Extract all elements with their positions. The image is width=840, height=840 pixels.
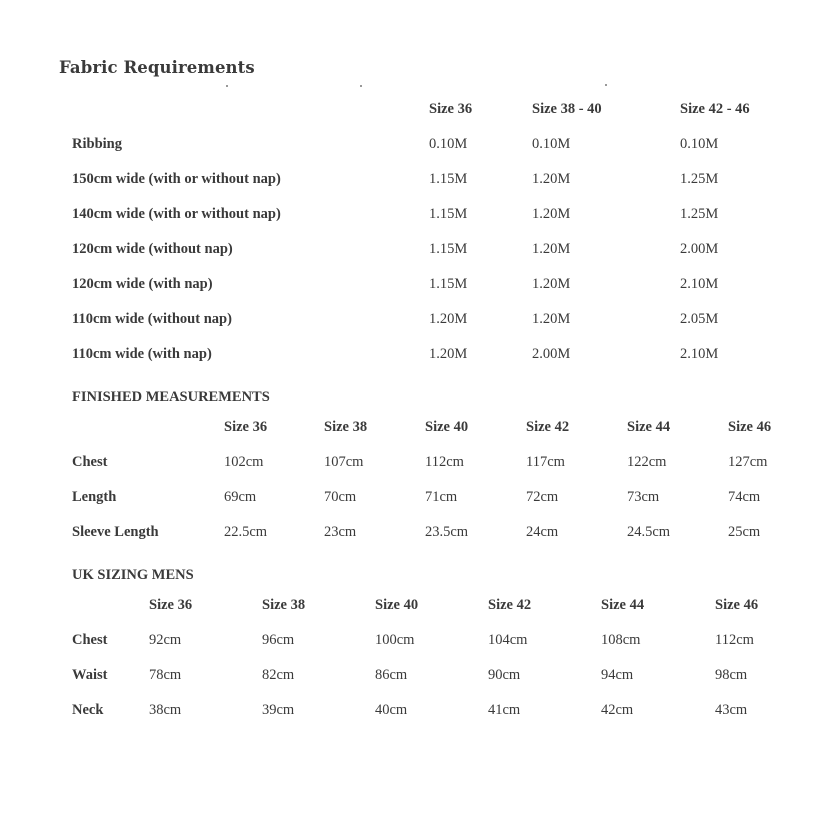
row-label: 120cm wide (without nap) bbox=[72, 241, 233, 257]
table-cell: 23cm bbox=[324, 524, 357, 540]
table-cell: 108cm bbox=[601, 632, 641, 648]
table-cell: 2.10M bbox=[680, 276, 719, 292]
table-cell: 41cm bbox=[488, 702, 521, 718]
finished-column-header: Size 36 bbox=[224, 419, 268, 435]
table-cell: 1.25M bbox=[680, 206, 719, 222]
row-label: Length bbox=[72, 489, 117, 505]
row-label: 150cm wide (with or without nap) bbox=[72, 171, 281, 187]
table-cell: 107cm bbox=[324, 454, 364, 470]
table-cell: 71cm bbox=[425, 489, 458, 505]
fabric-column-header: Size 38 - 40 bbox=[532, 101, 602, 117]
table-cell: 1.20M bbox=[532, 206, 571, 222]
table-cell: 100cm bbox=[375, 632, 415, 648]
finished-column-header: Size 46 bbox=[728, 419, 772, 435]
table-cell: 78cm bbox=[149, 667, 182, 683]
row-label: 120cm wide (with nap) bbox=[72, 276, 213, 292]
finished-measurements-heading: FINISHED MEASUREMENTS bbox=[72, 389, 270, 405]
row-label: Sleeve Length bbox=[72, 524, 159, 540]
table-cell: 1.20M bbox=[532, 241, 571, 257]
table-cell: 70cm bbox=[324, 489, 357, 505]
fabric-column-header: Size 36 bbox=[429, 101, 473, 117]
uk-sizing-heading: UK SIZING MENS bbox=[72, 567, 194, 583]
finished-column-header: Size 44 bbox=[627, 419, 671, 435]
table-cell: 74cm bbox=[728, 489, 761, 505]
stray-mark bbox=[226, 85, 228, 87]
uk-column-header: Size 40 bbox=[375, 597, 419, 613]
table-cell: 112cm bbox=[425, 454, 464, 470]
finished-column-header: Size 40 bbox=[425, 419, 469, 435]
table-cell: 0.10M bbox=[429, 136, 468, 152]
table-cell: 2.10M bbox=[680, 346, 719, 362]
row-label: Waist bbox=[72, 667, 108, 683]
row-label: Neck bbox=[72, 702, 104, 718]
finished-column-header: Size 42 bbox=[526, 419, 570, 435]
row-label: Chest bbox=[72, 454, 108, 470]
row-label: Chest bbox=[72, 632, 108, 648]
row-label: 110cm wide (without nap) bbox=[72, 311, 232, 327]
table-cell: 0.10M bbox=[680, 136, 719, 152]
table-cell: 122cm bbox=[627, 454, 667, 470]
row-label: 140cm wide (with or without nap) bbox=[72, 206, 281, 222]
table-cell: 90cm bbox=[488, 667, 521, 683]
finished-column-header: Size 38 bbox=[324, 419, 368, 435]
table-cell: 1.20M bbox=[532, 276, 571, 292]
uk-column-header: Size 38 bbox=[262, 597, 306, 613]
table-cell: 23.5cm bbox=[425, 524, 469, 540]
table-cell: 39cm bbox=[262, 702, 295, 718]
table-cell: 73cm bbox=[627, 489, 660, 505]
table-cell: 24cm bbox=[526, 524, 559, 540]
table-cell: 117cm bbox=[526, 454, 565, 470]
table-cell: 40cm bbox=[375, 702, 408, 718]
table-cell: 1.25M bbox=[680, 171, 719, 187]
table-cell: 1.15M bbox=[429, 171, 468, 187]
table-cell: 72cm bbox=[526, 489, 559, 505]
table-cell: 1.20M bbox=[532, 311, 571, 327]
table-cell: 86cm bbox=[375, 667, 408, 683]
page-title: Fabric Requirements bbox=[59, 58, 255, 77]
uk-column-header: Size 46 bbox=[715, 597, 759, 613]
table-cell: 1.15M bbox=[429, 206, 468, 222]
stray-mark bbox=[605, 84, 607, 86]
table-cell: 127cm bbox=[728, 454, 768, 470]
table-cell: 96cm bbox=[262, 632, 295, 648]
stray-mark bbox=[360, 85, 362, 87]
uk-column-header: Size 44 bbox=[601, 597, 645, 613]
table-cell: 1.20M bbox=[532, 171, 571, 187]
fabric-column-header: Size 42 - 46 bbox=[680, 101, 750, 117]
table-cell: 43cm bbox=[715, 702, 748, 718]
table-cell: 22.5cm bbox=[224, 524, 268, 540]
table-cell: 82cm bbox=[262, 667, 295, 683]
table-cell: 1.15M bbox=[429, 276, 468, 292]
table-cell: 25cm bbox=[728, 524, 761, 540]
table-cell: 112cm bbox=[715, 632, 754, 648]
table-cell: 69cm bbox=[224, 489, 257, 505]
table-cell: 42cm bbox=[601, 702, 634, 718]
uk-column-header: Size 42 bbox=[488, 597, 532, 613]
table-cell: 2.00M bbox=[680, 241, 719, 257]
table-cell: 38cm bbox=[149, 702, 182, 718]
table-cell: 102cm bbox=[224, 454, 264, 470]
row-label: 110cm wide (with nap) bbox=[72, 346, 212, 362]
table-cell: 1.20M bbox=[429, 311, 468, 327]
table-cell: 94cm bbox=[601, 667, 634, 683]
table-cell: 1.20M bbox=[429, 346, 468, 362]
table-cell: 1.15M bbox=[429, 241, 468, 257]
table-cell: 2.00M bbox=[532, 346, 571, 362]
table-cell: 92cm bbox=[149, 632, 182, 648]
table-cell: 24.5cm bbox=[627, 524, 671, 540]
table-cell: 104cm bbox=[488, 632, 528, 648]
table-cell: 2.05M bbox=[680, 311, 719, 327]
row-label: Ribbing bbox=[72, 136, 122, 152]
table-cell: 98cm bbox=[715, 667, 748, 683]
uk-column-header: Size 36 bbox=[149, 597, 193, 613]
table-cell: 0.10M bbox=[532, 136, 571, 152]
